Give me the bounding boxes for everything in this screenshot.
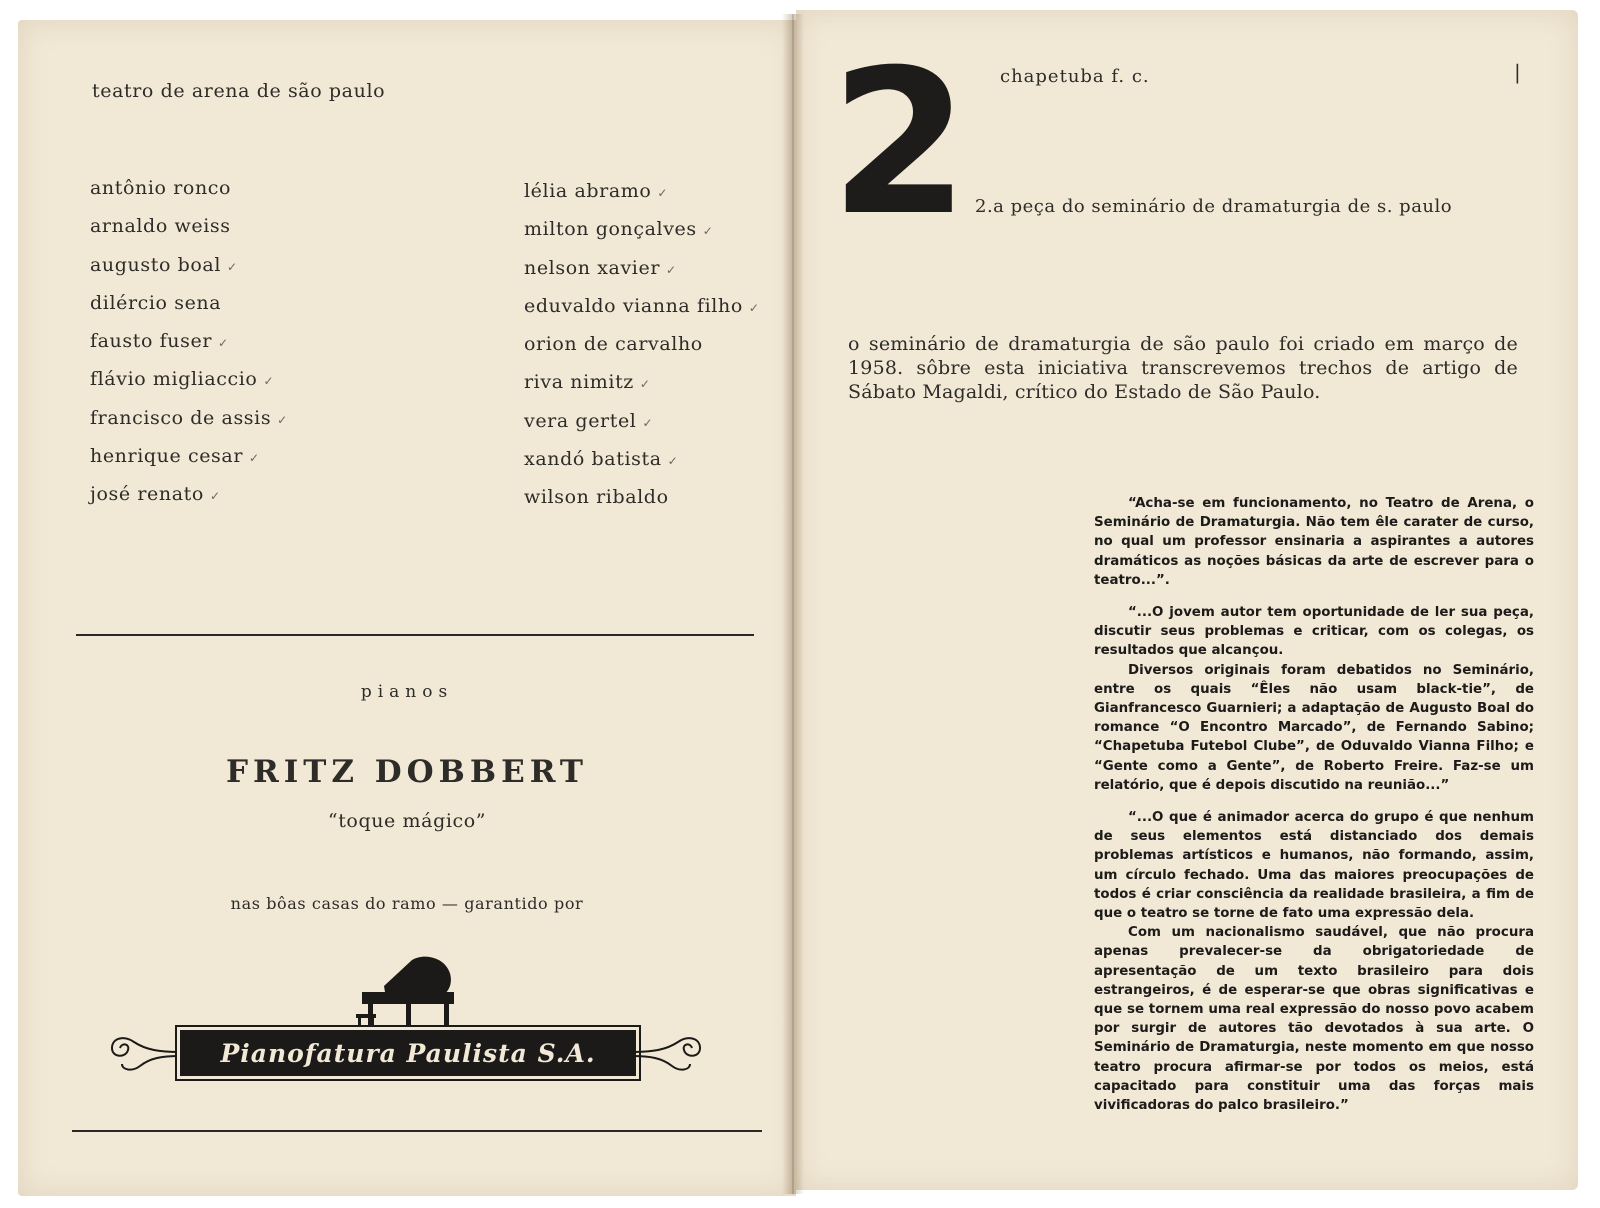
cast-member: milton gonçalves ✓ xyxy=(524,218,714,241)
cast-list-right xyxy=(524,173,760,518)
check-mark-icon: ✓ xyxy=(702,224,714,239)
play-title: chapetuba f. c. xyxy=(1000,66,1150,87)
flourish-right-icon xyxy=(630,1028,706,1076)
quote-paragraph: Diversos originais foram debatidos no Seminário, entre os quais “Êles não usam black-tie”, de Gianfrancesco Guarnieri; a adaptação de Augusto Boal do romance “O Encontro Marcado”, de Fernando Sabino; “Chapetuba Futebol Clube”, de Oduvaldo Vianna Filho; e “Gente como a Gente”, de Roberto Freire. Faz-se um relatório, que é depois discutido na reunião...” xyxy=(1094,662,1534,793)
cast-member: xandó batista ✓ xyxy=(524,448,679,471)
theatre-name: teatro de arena de são paulo xyxy=(92,80,386,102)
play-subtitle: 2.a peça do seminário de dramaturgia de s. paulo xyxy=(975,196,1453,217)
ad-category: pianos xyxy=(360,682,454,702)
check-mark-icon: ✓ xyxy=(657,186,669,200)
logo-plate xyxy=(180,1030,636,1076)
check-mark-icon: ✓ xyxy=(666,262,677,277)
check-mark-icon: ✓ xyxy=(227,259,238,274)
check-mark-icon: ✓ xyxy=(748,300,760,315)
cast-member: dilércio sena xyxy=(90,291,222,314)
divider-top xyxy=(76,634,754,636)
ad-guarantee: nas bôas casas do ramo — garantido por xyxy=(230,894,584,913)
cast-member: lélia abramo ✓ xyxy=(524,180,669,202)
flourish-left-icon xyxy=(106,1028,182,1076)
check-mark-icon: ✓ xyxy=(277,412,288,427)
cast-member: josé renato ✓ xyxy=(90,483,221,506)
cast-member: nelson xavier ✓ xyxy=(524,256,677,279)
cast-member: henrique cesar ✓ xyxy=(90,445,260,468)
cast-member: augusto boal ✓ xyxy=(90,253,238,276)
check-mark-icon: ✓ xyxy=(639,377,651,392)
check-mark-icon: ✓ xyxy=(642,415,654,430)
cast-member: francisco de assis ✓ xyxy=(90,406,288,429)
quote-paragraph: “Acha-se em funcionamento, no Teatro de Arena, o Seminário de Dramaturgia. Não tem êle carater de curso, no qual um professor ensinaria a aspirantes a autores dramáticos as noções básicas da arte de escrever para o teatro...”. xyxy=(1094,496,1534,588)
cast-member: orion de carvalho xyxy=(524,333,703,356)
check-mark-icon: ✓ xyxy=(249,451,260,466)
ad-tagline: “toque mágico” xyxy=(327,810,487,832)
cast-member: antônio ronco xyxy=(90,177,232,199)
corner-mark: | xyxy=(1514,60,1521,84)
ad-brand: FRITZ DOBBERT xyxy=(226,754,588,790)
divider-bottom xyxy=(72,1130,762,1132)
intro-paragraph: o seminário de dramaturgia de são paulo foi criado em março de 1958. sôbre esta iniciativa transcrevemos trechos de artigo de Sábato Magaldi, crítico do Estado de São Paulo. xyxy=(848,333,1518,403)
check-mark-icon: ✓ xyxy=(667,454,679,469)
cast-member: eduvaldo vianna filho ✓ xyxy=(524,294,760,317)
logo-text: Pianofatura Paulista S.A. xyxy=(220,1039,596,1068)
cast-member: fausto fuser ✓ xyxy=(90,330,229,353)
check-mark-icon: ✓ xyxy=(209,489,221,504)
quote-paragraph: Com um nacionalismo saudável, que não procura apenas prevalecer-se da obrigatoriedade de apresentação de um texto brasileiro para dois estrangeiros, é de esperar-se que obras significativas e que se tornem uma real expressão do nosso povo acabem por surgir de autores tão devotados à sua arte. O Seminário de Dramaturgia, neste momento em que nosso teatro procura afirmar-se por todos os meios, está capacitado para constituir uma das forças mais vivificadoras do palco brasileiro.” xyxy=(1094,925,1534,1114)
pianofatura-logo xyxy=(106,1024,706,1080)
cast-list-left xyxy=(90,170,288,515)
cast-member: riva nimitz ✓ xyxy=(524,371,651,394)
quote-paragraph: “...O que é animador acerca do grupo é que nenhum de seus elementos está distanciado dos demais problemas artísticos e humanos, não formando, assim, um círculo fechado. Uma das maiores preocupações de todos é criar consciência da realidade brasileira, a fim de que o teatro se torne de fato uma expressão dela. xyxy=(1094,810,1534,922)
cast-member: arnaldo weiss xyxy=(90,215,231,238)
cast-member: vera gertel ✓ xyxy=(524,409,654,432)
binding-gutter xyxy=(782,14,804,1194)
cast-member: flávio migliaccio ✓ xyxy=(90,368,275,391)
play-number: 2 xyxy=(830,27,966,260)
check-mark-icon: ✓ xyxy=(263,374,275,389)
quote-block xyxy=(1094,494,1534,1115)
cast-member: wilson ribaldo xyxy=(524,486,669,509)
check-mark-icon: ✓ xyxy=(218,336,229,351)
quote-paragraph: “...O jovem autor tem oportunidade de ler sua peça, discutir seus problemas e criticar, com os colegas, os resultados que alcançou. xyxy=(1094,605,1534,659)
